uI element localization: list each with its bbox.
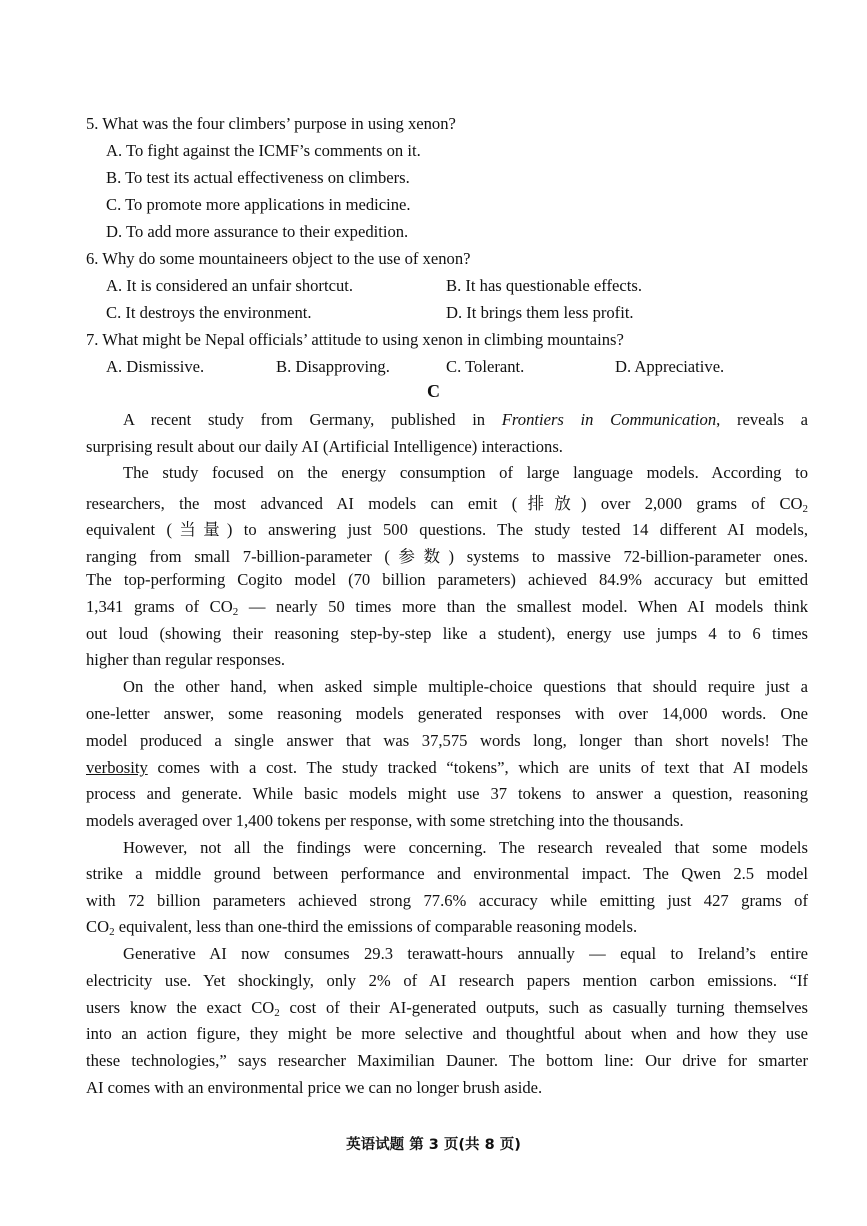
passage-paragraph-2-line-8: higher than regular responses. xyxy=(86,650,286,669)
question-7-option-a: A. Dismissive. xyxy=(106,357,205,376)
passage-paragraph-3-line-6: models averaged over 1,400 tokens per response, with some stretching into the thousands. xyxy=(86,811,684,830)
passage-paragraph-4-line-4: $CO_2$ equivalent, less than one-third the emissions of comparable reasoning models. xyxy=(86,917,638,938)
question-7-option-c: C. Tolerant. xyxy=(446,357,525,376)
question-6-option-b: B. It has questionable effects. xyxy=(446,276,642,295)
passage-paragraph-2-line-5: The top-performing Cogito model (70 billion parameters) achieved 84.9% accuracy but emitted xyxy=(86,570,808,589)
question-6-option-c: C. It destroys the environment. xyxy=(106,303,312,322)
passage-paragraph-4-line-1: However, not all the findings were concerning. The research revealed that some models xyxy=(123,838,808,857)
passage-paragraph-2-line-4: ranging from small 7-billion-parameter (参数) systems to massive 72-billion-parameter ones. xyxy=(86,547,808,566)
passage-paragraph-1-line-1: A recent study from Germany, published in Frontiers in Communication, reveals a xyxy=(123,410,808,429)
passage-paragraph-2-line-1: The study focused on the energy consumption of large language models. According to xyxy=(123,463,808,482)
question-7-stem: 7. What might be Nepal officials’ attitude to using xenon in climbing mountains? xyxy=(86,330,624,349)
question-5-option-a: A. To fight against the ICMF’s comments on it. xyxy=(106,141,421,160)
passage-paragraph-4-line-3: with 72 billion parameters achieved strong 77.6% accuracy while emitting just 427 grams of xyxy=(86,891,808,910)
section-heading: C xyxy=(427,381,440,401)
question-5-option-c: C. To promote more applications in medicine. xyxy=(106,195,411,214)
question-6-option-d: D. It brings them less profit. xyxy=(446,303,634,322)
passage-paragraph-5-line-3: users know the exact $CO_2$ cost of their AI-generated outputs, such as casually turning themselves xyxy=(86,998,808,1019)
passage-paragraph-3-line-1: On the other hand, when asked simple multiple-choice questions that should require just a xyxy=(123,677,808,696)
passage-paragraph-3-line-4: verbosity comes with a cost. The study tracked “tokens”, which are units of text that AI models xyxy=(86,758,808,777)
passage-paragraph-5-line-6: AI comes with an environmental price we can no longer brush aside. xyxy=(86,1078,543,1097)
question-6-option-a: A. It is considered an unfair shortcut. xyxy=(106,276,353,295)
passage-paragraph-2-line-6: 1,341 grams of $CO_2$ — nearly 50 times more than the smallest model. When AI models think xyxy=(86,597,808,618)
passage-paragraph-2-line-2: researchers, the most advanced AI models can emit (排放) over 2,000 grams of $CO_2$ xyxy=(86,494,808,515)
passage-paragraph-3-line-2: one-letter answer, some reasoning models generated responses with over 14,000 words. One xyxy=(86,704,808,723)
passage-paragraph-3-line-5: process and generate. While basic models might use 37 tokens to answer a question, reasoning xyxy=(86,784,808,803)
question-7-option-d: D. Appreciative. xyxy=(615,357,725,376)
question-6-stem: 6. Why do some mountaineers object to the use of xenon? xyxy=(86,249,471,268)
passage-paragraph-5-line-4: into an action figure, they might be more selective and thoughtful about when and how they use xyxy=(86,1024,808,1043)
passage-paragraph-2-line-7: out loud (showing their reasoning step-by-step like a student), energy use jumps 4 to 6 times xyxy=(86,624,808,643)
passage-paragraph-3-line-3: model produced a single answer that was 37,575 words long, longer than short novels! The xyxy=(86,731,808,750)
question-7-option-b: B. Disapproving. xyxy=(276,357,390,376)
underlined-word: verbosity xyxy=(86,758,148,777)
passage-paragraph-2-line-3: equivalent (当量) to answering just 500 questions. The study tested 14 different AI models, xyxy=(86,520,808,539)
page-footer: 英语试题 第 3 页(共 8 页) xyxy=(346,1137,521,1153)
question-5-stem: 5. What was the four climbers’ purpose in using xenon? xyxy=(86,114,456,133)
question-5-option-b: B. To test its actual effectiveness on climbers. xyxy=(106,168,410,187)
passage-paragraph-1-line-2: surprising result about our daily AI (Artificial Intelligence) interactions. xyxy=(86,437,563,456)
passage-paragraph-5-line-2: electricity use. Yet shockingly, only 2% of AI research papers mention carbon emissions. “If xyxy=(86,971,808,990)
journal-title: Frontiers in Communication xyxy=(501,410,717,429)
passage-paragraph-4-line-2: strike a middle ground between performance and environmental impact. The Qwen 2.5 model xyxy=(86,864,808,883)
passage-paragraph-5-line-5: these technologies,” says researcher Maximilian Dauner. The bottom line: Our drive for smarter xyxy=(86,1051,808,1070)
passage-paragraph-5-line-1: Generative AI now consumes 29.3 terawatt-hours annually — equal to Ireland’s entire xyxy=(123,944,808,963)
question-5-option-d: D. To add more assurance to their expedition. xyxy=(106,222,409,241)
